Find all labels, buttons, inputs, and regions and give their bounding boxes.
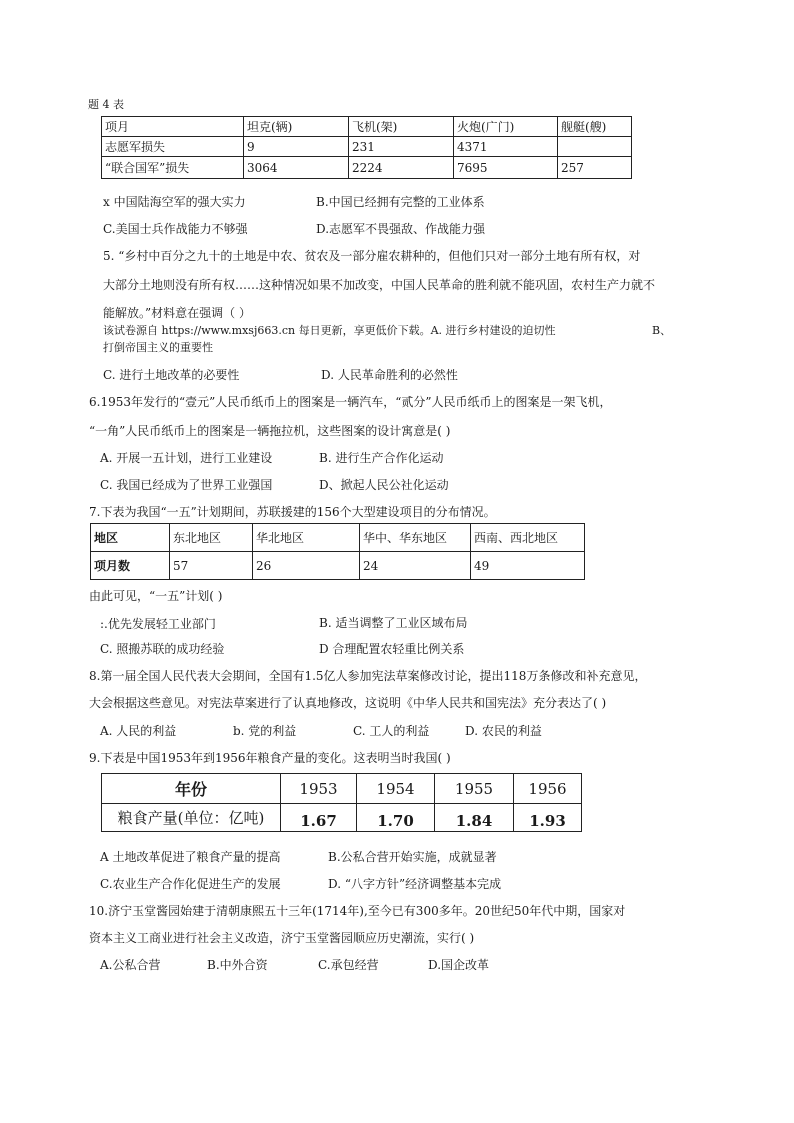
q6-option-d: D、掀起人民公社化运动 <box>319 478 449 492</box>
table-row <box>91 524 585 552</box>
q9-option-c: C.农业生产合作化促进生产的发展 <box>100 877 281 891</box>
q10-stem-line1: 10.济宁玉堂酱园始建于清朝康熙五十三年(1714年),至今已有300多年。20世纪50年代中期，国家对 <box>89 904 626 918</box>
table-cell: 1954 <box>357 774 435 804</box>
q10-option-d: D.国企改革 <box>428 958 490 972</box>
table-cell: 4371 <box>454 137 558 157</box>
table-cell: 3064 <box>244 157 349 179</box>
table-row <box>91 552 585 580</box>
table-cell: 231 <box>349 137 454 157</box>
table-row <box>102 157 632 179</box>
q7-table <box>90 523 585 580</box>
table-cell: 24 <box>360 552 471 580</box>
table-cell: 2224 <box>349 157 454 179</box>
table-cell: 49 <box>471 552 585 580</box>
table-row <box>102 117 632 137</box>
q8-option-c: C. 工人的利益 <box>353 724 430 738</box>
table-cell: 1.93 <box>514 804 582 832</box>
q7-question: 由此可见，“一五”计划( ) <box>89 589 223 603</box>
table-cell: 华中、华东地区 <box>360 524 471 552</box>
q10-option-c: C.承包经营 <box>318 958 379 972</box>
table-cell: 坦克(辆) <box>244 117 349 137</box>
q7-stem: 7.下表为我国“一五”计划期间，苏联援建的156个大型建设项目的分布情况。 <box>89 505 496 519</box>
table-cell: 257 <box>558 157 632 179</box>
q6-option-c: C. 我国已经成为了世界工业强国 <box>100 478 273 492</box>
table-row <box>102 804 582 832</box>
q4-option-c: C.美国士兵作战能力不够强 <box>103 222 248 236</box>
q5-source-and-option-a: 该试卷源自 https://www.mxsj663.cn 每日更新，享更低价下载。A. 进行乡村建设的迫切性 <box>103 324 556 337</box>
q9-stem: 9.下表是中国1953年到1956年粮食产量的变化。这表明当时我国( ) <box>89 751 451 765</box>
table-cell: 华北地区 <box>253 524 360 552</box>
q4-option-d: D.志愿军不畏强敌、作战能力强 <box>316 222 486 236</box>
q5-option-b-label: B、 <box>652 324 672 337</box>
q6-stem-line2: “一角”人民币纸币上的图案是一辆拖拉机，这些图案的设计寓意是( ) <box>89 424 451 438</box>
table-row <box>102 774 582 804</box>
table-cell: 57 <box>170 552 253 580</box>
q9-option-b: B.公私合营开始实施，成就显著 <box>328 850 497 864</box>
table-cell: 志愿军损失 <box>102 137 244 157</box>
table-cell: 东北地区 <box>170 524 253 552</box>
q5-stem-line2: 大部分土地则没有所有权……这种情况如果不加改变，中国人民革命的胜利就不能巩固，农村生产力就不 <box>103 278 656 292</box>
q8-stem-line1: 8.第一届全国人民代表大会期间，全国有1.5亿人参加宪法草案修改讨论，提出118万条修改和补充意见， <box>89 669 647 683</box>
q9-option-d: D. “八字方针”经济调整基本完成 <box>328 877 502 891</box>
q8-option-d: D. 农民的利益 <box>465 724 542 738</box>
table-cell: 1.67 <box>281 804 357 832</box>
table-cell: 1.84 <box>435 804 514 832</box>
q10-option-b: B.中外合资 <box>207 958 268 972</box>
table4-caption: 题 4 表 <box>88 98 124 111</box>
table-cell: 项月 <box>102 117 244 137</box>
table-cell: 火炮(广门) <box>454 117 558 137</box>
q7-option-c: C. 照搬苏联的成功经验 <box>100 642 225 656</box>
q8-option-a: A. 人民的利益 <box>100 724 177 738</box>
table-cell: 1955 <box>435 774 514 804</box>
q4-option-a: x 中国陆海空军的强大实力 <box>103 195 246 209</box>
table-cell: 1.70 <box>357 804 435 832</box>
q6-option-b: B. 进行生产合作化运动 <box>319 451 444 465</box>
table-row <box>102 137 632 157</box>
table-cell: 26 <box>253 552 360 580</box>
table-cell: 9 <box>244 137 349 157</box>
table-cell: 舰艇(艘) <box>558 117 632 137</box>
q8-option-b: b. 党的利益 <box>233 724 297 738</box>
table-cell: 年份 <box>102 774 281 804</box>
q10-stem-line2: 资本主义工商业进行社会主义改造，济宁玉堂酱园顺应历史潮流，实行( ) <box>89 931 475 945</box>
q7-option-b: B. 适当调整了工业区域布局 <box>319 616 468 630</box>
table-cell <box>558 137 632 157</box>
table-cell: 地区 <box>91 524 170 552</box>
q7-option-d: D 合理配置农轻重比例关系 <box>319 642 465 656</box>
q7-option-a: :.优先发展轻工业部门 <box>100 617 216 631</box>
table-cell: “联合国军”损失 <box>102 157 244 179</box>
q4-option-b: B.中国已经拥有完整的工业体系 <box>316 195 485 209</box>
table-cell: 项月数 <box>91 552 170 580</box>
q5-stem-line3: 能解放。”材料意在强调（ ） <box>103 306 251 320</box>
q9-option-a: A 土地改革促进了粮食产量的提高 <box>100 850 281 864</box>
table-cell: 1953 <box>281 774 357 804</box>
q10-option-a: A.公私合营 <box>100 958 161 972</box>
table-cell: 7695 <box>454 157 558 179</box>
q9-table <box>101 773 582 832</box>
table4 <box>101 116 632 179</box>
q5-stem-line1: 5. “乡村中百分之九十的土地是中农、贫农及一部分雇农耕种的，但他们只对一部分土地有所有权，对 <box>103 249 641 263</box>
q6-option-a: A. 开展一五计划，进行工业建设 <box>100 451 273 465</box>
q5-option-b: 打倒帝国主义的重要性 <box>103 341 213 354</box>
table-cell: 粮食产量(单位：亿吨) <box>102 804 281 832</box>
table-cell: 飞机(架) <box>349 117 454 137</box>
q5-option-c: C. 进行土地改革的必要性 <box>103 368 240 382</box>
q5-option-d: D. 人民革命胜利的必然性 <box>321 368 458 382</box>
q6-stem-line1: 6.1953年发行的“壹元”人民币纸币上的图案是一辆汽车，“贰分”人民币纸币上的图案是一架飞机， <box>89 395 612 409</box>
table-cell: 1956 <box>514 774 582 804</box>
table-cell: 西南、西北地区 <box>471 524 585 552</box>
q8-stem-line2: 大会根据这些意见。对宪法草案进行了认真地修改，这说明《中华人民共和国宪法》充分表达了( ) <box>89 696 607 710</box>
